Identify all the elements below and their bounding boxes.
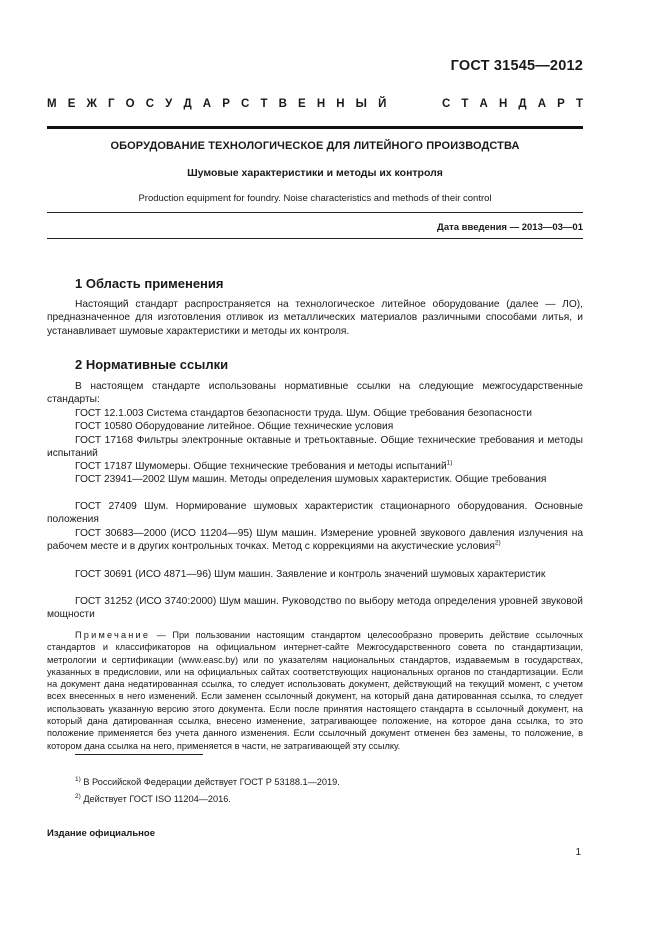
document-subtitle: Шумовые характеристики и методы их контроля — [187, 167, 443, 179]
reference-item: ГОСТ 23941—2002 Шум машин. Методы определения шумовых характеристик. Общие требования — [75, 474, 547, 485]
standard-type-text: М Е Ж Г О С У Д А Р С Т В Е Н Н Ы Й С Т А Н Д А Р Т — [47, 98, 583, 110]
reference-item: ГОСТ 30683—2000 (ИСО 11204—95) Шум машин. Измерение уровней звукового давления излучения на рабочем месте и в других контрольных точках. Метод с коррекциями на акустические условия$^{2)}$ — [47, 528, 583, 553]
reference-item: ГОСТ 30691 (ИСО 4871—96) Шум машин. Заявление и контроль значений шумовых характеристик — [75, 569, 546, 580]
edition-label: Издание официальное — [47, 828, 155, 839]
title-rule — [47, 212, 583, 213]
references-intro: В настоящем стандарте использованы нормативные ссылки на следующие межгосударственные стандарты: — [47, 381, 583, 406]
page-number: 1 — [575, 847, 581, 858]
section-heading-scope: 1 Область применения — [75, 276, 224, 291]
note-label: Примечание — [75, 630, 151, 640]
footnote-2: $^{2)}$ Действует ГОСТ ISO 11204—2016. — [75, 792, 231, 804]
footnote-ref-1: 1) — [446, 459, 453, 467]
reference-item: ГОСТ 27409 Шум. Нормирование шумовых характеристик стационарного оборудования. Основные положения — [47, 501, 583, 526]
document-title-english: Production equipment for foundry. Noise characteristics and methods of their control — [138, 193, 492, 204]
footnote-separator — [75, 754, 203, 755]
section-scope-text: Настоящий стандарт распространяется на технологическое литейное оборудование (далее — ЛО), предназначенное для изготовления отливок из металлических материалов различными способами литья, и устанавливает шумовые характеристики и методы их контроля. — [47, 299, 583, 337]
reference-item: ГОСТ 17187 Шумомеры. Общие технические требования и методы испытаний$^{1)}$ — [75, 459, 453, 472]
references-note — [47, 629, 583, 752]
header-rule — [47, 126, 583, 129]
section-heading-references: 2 Нормативные ссылки — [75, 357, 229, 372]
document-title: ОБОРУДОВАНИЕ ТЕХНОЛОГИЧЕСКОЕ ДЛЯ ЛИТЕЙНОГО ПРОИЗВОДСТВА — [110, 140, 520, 152]
reference-item: ГОСТ 10580 Оборудование литейное. Общие технические условия — [75, 421, 394, 432]
reference-item: ГОСТ 31252 (ИСО 3740:2000) Шум машин. Руководство по выбору метода определения уровней звуковой мощности — [47, 596, 583, 621]
date-rule — [47, 238, 583, 239]
reference-item: ГОСТ 17168 Фильтры электронные октавные и третьоктавные. Общие технические требования и методы испытаний — [47, 435, 583, 460]
standard-type-banner — [47, 98, 583, 110]
footnote-1: $^{1)}$ В Российской Федерации действует ГОСТ Р 53188.1—2019. — [75, 775, 340, 787]
footnote-ref-2: 2) — [494, 540, 501, 548]
document-number: ГОСТ 31545—2012 — [450, 58, 583, 74]
note-text: — При пользовании настоящим стандартом целесообразно проверить действие ссылочных стандартов и классификаторов на официальном интернет-сайте Межгосударственного совета по стандартизации, метрологии и сертификации (www.easc.by) или по указателям национальных стандартов, издаваемым в государствах, указанных в предисловии, или на официальных сайтах соответствующих национальных органов по стандартизации. Если на документ дана недатированная ссылка, то следует использовать документ, действующий на текущий момент, с учетом всех внесенных в него изменений. Если заменен ссылочный документ, на который дана датированная ссылка, то следует использовать указанную версию этого документа. Если после принятия настоящего стандарта в ссылочный документ, на который дана датированная ссылка, внесено изменение, затрагивающее положение, на которое дана ссылка, то это положение применяется без учета данного изменения. Если ссылочный документ отменен без замены, то положение, в котором дана ссылка на него, применяется в части, не затрагивающей эту ссылку. — [47, 630, 583, 751]
reference-item: ГОСТ 12.1.003 Система стандартов безопасности труда. Шум. Общие требования безопасности — [75, 408, 532, 419]
introduction-date: Дата введения — 2013—03—01 — [437, 222, 583, 233]
